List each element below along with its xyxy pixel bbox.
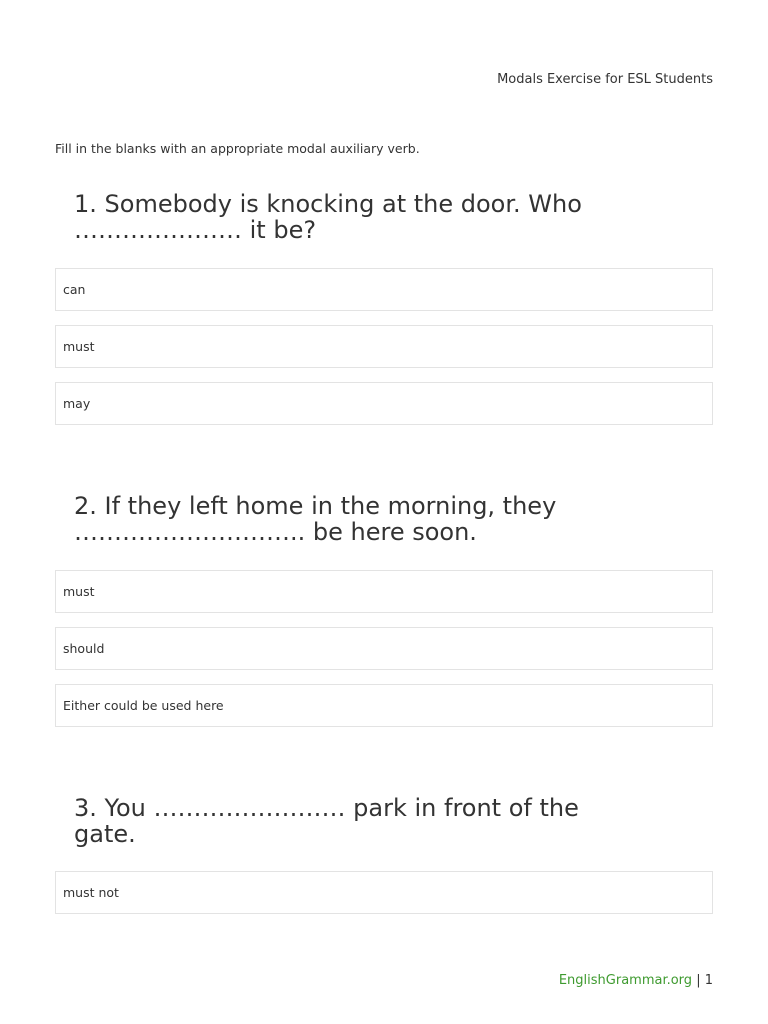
answer-options — [55, 570, 713, 727]
footer-separator: | — [692, 973, 705, 988]
answer-option[interactable]: may — [55, 382, 713, 425]
question-text: 2. If they left home in the morning, they ……………………….. be here soon. — [74, 492, 557, 546]
answer-option[interactable]: must — [55, 325, 713, 368]
answer-option[interactable]: Either could be used here — [55, 684, 713, 727]
question-2 — [55, 494, 713, 727]
page-number: 1 — [704, 973, 713, 988]
footer-site-link[interactable]: EnglishGrammar.org — [558, 973, 693, 988]
answer-option[interactable]: must — [55, 570, 713, 613]
answer-option[interactable]: should — [55, 627, 713, 670]
header-title: Modals Exercise for ESL Students — [497, 72, 713, 87]
question-text: 3. You …………………… park in front of the gate. — [74, 794, 579, 848]
answer-option[interactable]: can — [55, 268, 713, 311]
instructions: Fill in the blanks with an appropriate modal auxiliary verb. — [55, 141, 420, 156]
answer-options — [55, 871, 713, 914]
question-3 — [55, 796, 713, 914]
answer-options — [55, 268, 713, 425]
question-text: 1. Somebody is knocking at the door. Who ………………… it be? — [74, 190, 582, 244]
footer — [559, 973, 713, 989]
question-1 — [55, 192, 713, 425]
answer-option[interactable]: must not — [55, 871, 713, 914]
